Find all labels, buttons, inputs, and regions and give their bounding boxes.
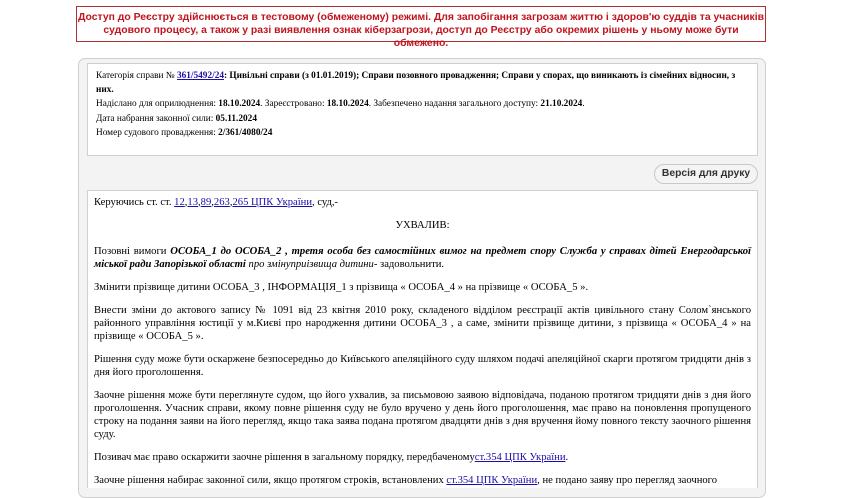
law-link-12[interactable]: 12 [174, 197, 185, 208]
paragraph-legal-force: Заочне рішення набирає законної сили, якщо протягом строків, встановлених ст.354 ЦПК України, не подано заяву про перегляд заочного [94, 475, 718, 486]
access-date: 21.10.2024 [540, 99, 583, 110]
intro-paragraph: Керуючись ст. ст. 12,13,89,263,265 ЦПК України, суд,- [94, 197, 339, 208]
decision-text [87, 190, 758, 488]
access-warning-banner [76, 6, 766, 49]
paragraph-plaintiff-right: Позивач має право оскаржити заочне рішення в загальному порядку, передбаченомуст.354 ЦПК України. [94, 452, 569, 463]
case-number-link[interactable]: 361/5492/24 [176, 71, 224, 81]
proceeding-number: Номер судового провадження: 2/361/4080/24 [96, 127, 273, 138]
print-version-button[interactable]: Версія для друку [654, 164, 758, 184]
law-link-265[interactable]: 265 ЦПК України [232, 197, 313, 208]
paragraph-appeal: Рішення суду може бути оскаржене безпосередньо до Київського апеляційного суду шляхом подачі апеляційної скарги протягом тридцяти днів з дня його проголошення. [94, 354, 751, 378]
law-link-263[interactable]: 263 [213, 197, 230, 208]
registered-date: 18.10.2024 [326, 99, 369, 110]
banner-line-1: Доступ до Реєстру здійснюється в тестовому (обмеженому) режимі. Для запобігання загрозам життю і здоров'ю суддів та учасників [77, 12, 765, 23]
law-link-13[interactable]: 13 [187, 197, 199, 208]
publication-dates: Надіслано для оприлюднення: 18.10.2024. Зареєстровано: 18.10.2024. Забезпечено надання загального доступу: 21.10.2024. [96, 99, 585, 110]
case-info-box [87, 63, 758, 156]
paragraph-review: Заочне рішення може бути переглянуте судом, що його ухвалив, за письмовою заявою відповідача, поданою протягом тридцяти днів з дня його проголошення. Учасник справи, якому повне рішення суду не було вручено у день його проголошення, має право на поновлення пропущеного строку на подання заяви на його перегляд, якщо така заява подана протягом двадцяти днів з дня вручення йому повного тексту заочного рішення суду. [94, 390, 751, 440]
paragraph-change-surname: Змінити прізвище дитини ОСОБА_3 , ІНФОРМАЦІЯ_1 з прізвища « ОСОБА_4 » на прізвище « ОСОБА_5 ». [94, 282, 589, 293]
sent-date: 18.10.2024 [218, 99, 261, 110]
case-category: Категорія справи № 361/5492/24: Цивільні справи (з 01.01.2019); Справи позовного провадження; Справи у спорах, що виникають із сімейних відносин, з них. [96, 71, 736, 96]
law-link-354[interactable]: ст.354 ЦПК України [474, 452, 566, 463]
law-link-89[interactable]: 89 [200, 197, 212, 208]
banner-line-2: судового процесу, а також у разі виявлення ознак кіберзагрози, доступ до Реєстру або окремих рішень у ньому може бути обмежено. [103, 25, 739, 49]
law-link-354-second[interactable]: ст.354 ЦПК України [446, 475, 538, 486]
legal-force-date: Дата набрання законної сили: 05.11.2024 [96, 113, 257, 124]
paragraph-act-record: Внести зміни до актового запису № 1091 від 23 квітня 2010 року, складеного відділом реєстрації актів цивільного стану Солом`янського районного управління юстиції у м.Києві про народження дитини ОСОБА_3 , а саме, змінити прізвище дитини, з прізвища « ОСОБА_4 » на прізвище « ОСОБА_5 ». [94, 305, 751, 342]
paragraph-claims: Позовні вимоги ОСОБА_1 до ОСОБА_2 , третя особа без самостійних вимог на предмет спору Служба у справах дітей Енергодарської міської ради Запорізької області про змінуприізвища дитини- задовольнити. [94, 246, 752, 270]
decided-heading: УХВАЛИВ: [395, 220, 450, 231]
case-category-text: : Цивільні справи (з 01.01.2019); Справи позовного провадження; Справи у спорах, що виникають із сімейних відносин, з них. [96, 71, 736, 96]
